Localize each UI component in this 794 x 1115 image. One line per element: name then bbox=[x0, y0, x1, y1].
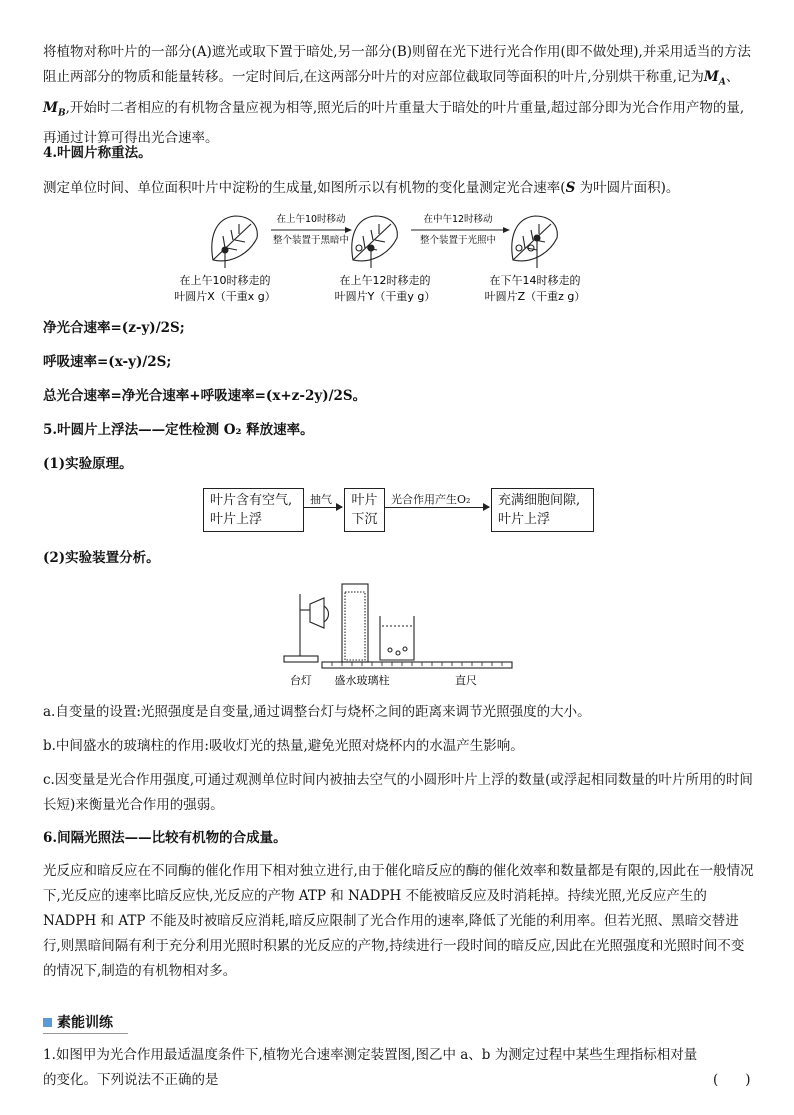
label-column: 盛水玻璃柱 bbox=[334, 674, 390, 687]
flow-arrow-2 bbox=[385, 507, 489, 508]
arrow-to-dark bbox=[271, 213, 352, 246]
leaf-disc-diagram bbox=[174, 208, 586, 306]
item-c: c.因变量是光合作用强度,可通过观测单位时间内被抽去空气的小圆形叶片上浮的数量(或浮起相同数量的叶片所用的时间长短)来衡量光合作用的强弱。 bbox=[43, 772, 753, 813]
caption-x-line2: 叶圆片X（干重x g） bbox=[174, 290, 276, 303]
svg-text:在中午12时移动: 在中午12时移动 bbox=[423, 214, 493, 225]
symbol-mb: $M_B$ bbox=[43, 99, 66, 119]
svg-text:在上午10时移动: 在上午10时移动 bbox=[276, 214, 346, 225]
apparatus-diagram bbox=[280, 580, 520, 692]
subheading-apparatus: (2)实验装置分析。 bbox=[43, 550, 160, 566]
heading-6: 6.间隔光照法——比较有机物的合成量。 bbox=[43, 830, 287, 846]
flow-arrow-1 bbox=[304, 507, 342, 508]
symbol-ma: $M_A$ bbox=[703, 69, 726, 88]
heading-5: 5.叶圆片上浮法——定性检测 O₂ 释放速率。 bbox=[43, 422, 314, 438]
formula-respiration: 呼吸速率=(x-y)/2S; bbox=[43, 354, 172, 370]
item-a: a.自变量的设置:光照强度是自变量,通过调整台灯与烧杯之间的距离来调节光照强度的大小。 bbox=[43, 704, 591, 720]
arrow-to-light bbox=[411, 213, 510, 246]
paragraph-4: 测定单位时间、单位面积叶片中淀粉的生成量,如图所示以有机物的变化量测定光合速率(S 为叶圆片面积)。 bbox=[43, 180, 680, 196]
caption-z-line1: 在下午14时移走的 bbox=[489, 274, 581, 287]
label-ruler: 直尺 bbox=[455, 674, 477, 687]
svg-text:整个装置于黑暗中: 整个装置于黑暗中 bbox=[272, 235, 350, 246]
leaf-z-icon bbox=[512, 216, 557, 268]
flow-box-3: 充满细胞间隙, 叶片上浮 bbox=[491, 488, 594, 532]
leaf-y-icon bbox=[352, 216, 397, 268]
section-square-icon bbox=[43, 1018, 52, 1027]
leaf-x-icon bbox=[212, 216, 257, 268]
caption-y-line1: 在上午12时移走的 bbox=[339, 274, 431, 287]
beaker-icon bbox=[380, 616, 414, 660]
formula-total: 总光合速率=净光合速率+呼吸速率=(x+z-2y)/2S。 bbox=[43, 388, 367, 404]
section-heading: 素能训练 bbox=[43, 1012, 113, 1032]
caption-z-line2: 叶圆片Z（干重z g） bbox=[484, 290, 586, 303]
caption-y-line2: 叶圆片Y（干重y g） bbox=[334, 290, 436, 303]
section-divider bbox=[43, 1033, 128, 1034]
flow-box-1: 叶片含有空气, 叶片上浮 bbox=[203, 488, 304, 532]
question-1: 1.如图甲为光合作用最适温度条件下,植物光合速率测定装置图,图乙中 a、b 为测定过程中某些生理指标相对量的变化。下列说法不正确的是 bbox=[43, 1047, 698, 1088]
svg-text:整个装置于光照中: 整个装置于光照中 bbox=[419, 235, 497, 246]
flow-box-2: 叶片 下沉 bbox=[344, 488, 385, 532]
heading-4: 4.叶圆片称重法。 bbox=[43, 145, 152, 161]
document-page: 将植物对称叶片的一部分(A)遮光或取下置于暗处,另一部分(B)则留在光下进行光合作用(即不做处理),并采用适当的方法阻止两部分的物质和能量转移。一定时间后,在这两部分叶片的对应部位截取同等面积的叶片,分别烘干称重,记为$M_A$、$M_B$,开始时二者相应的有机物含量应视为相等,照光后的叶片重量大于暗处的叶片重量,超过部分即为光合作用产物的量,再通过计算可得出光合速率。 4.叶圆片称重法。 测定单位时间、单位面积叶片中淀粉的生成量,如图所示以有机物的变化量测定光合速率(S 为叶圆片面积)。 在上午10时移动 整个装置于黑暗中 在中午12时移动 整个装置于光照中 在上午10时移走的 叶圆片X（干重x g） 在上午12时移走的 叶圆片Y（干重y g） 在下午14时移走的 叶圆片Z（干重z g） 净光合速率=(z-y)/2S; 呼吸速率=(x-y)/2S; 总光合速率=净光合速率+呼吸速率=(x+z-2y)/2S。 5.叶圆片上浮法——定性检测 O₂ 释放速率。 (1)实验原理。 叶片含有空气, 叶片上浮 抽气 叶片 下沉 光合作用产生O₂ 充满细胞间隙, 叶片上浮 (2)实验装置分析。 台灯 盛水玻璃柱 直尺 a.自变量的设置:光照强度是自变量,通过调整台灯与烧杯之间的距离来调节光照强度的大小。 b.中间盛水的玻璃柱的作用:吸收灯光的热量,避免光照对烧杯内的水温产生影响。 c.因变量是光合作用强度,可通过观测单位时间内被抽去空气的小圆形叶片上浮的数量(或浮起相同数量的叶片所用的时间长短)来衡量光合作用的强弱。 6.间隔光照法——比较有机物的合成量。 光反应和暗反应在不同酶的催化作用下相对独立进行,由于催化暗反应的酶的催化效率和数量都是有限的,因此在一般情况下,光反应的速率比暗反应快,光反应的产物 ATP 和 NADPH 不能被暗反应及时消耗掉。持续光照,光反应产生的 NADPH 和 ATP 不能及时被暗反应消耗,暗反应限制了光合作用的速率,降低了光能的利用率。但若光照、黑暗交替进行,则黑暗间隔有利于充分利用光照时积累的光反应的产物,持续进行一段时间的暗反应,因此在光照强度和光照时间不变的情况下,制造的有机物相对多。 素能训练 1.如图甲为光合作用最适温度条件下,植物光合速率测定装置图,图乙中 a、b 为测定过程中某些生理指标相对量的变化。下列说法不正确的是 ( ) bbox=[0, 0, 794, 1115]
water-column-icon bbox=[342, 584, 368, 662]
paragraph-6: 光反应和暗反应在不同酶的催化作用下相对独立进行,由于催化暗反应的酶的催化效率和数量都是有限的,因此在一般情况下,光反应的速率比暗反应快,光反应的产物 ATP 和 NADPH 不能被暗反应及时消耗掉。持续光照,光反应产生的 NADPH 和 ATP 不能及时被暗反应消耗,暗反应限制了光合作用的速率,降低了光能的利用率。但若光照、黑暗交替进行,则黑暗间隔有利于充分利用光照时积累的光反应的产物,持续进行一段时间的暗反应,因此在光照强度和光照时间不变的情况下,制造的有机物相对多。 bbox=[43, 863, 754, 979]
paragraph-half-leaf-method: 将植物对称叶片的一部分(A)遮光或取下置于暗处,另一部分(B)则留在光下进行光合作用(即不做处理),并采用适当的方法阻止两部分的物质和能量转移。一定时间后,在这两部分叶片的对应部位截取同等面积的叶片,分别烘干称重,记为$M_A$、$M_B$,开始时二者相应的有机物含量应视为相等,照光后的叶片重量大于暗处的叶片重量,超过部分即为光合作用产物的量,再通过计算可得出光合速率。 bbox=[43, 44, 751, 147]
lamp-icon bbox=[310, 598, 324, 628]
subheading-principle: (1)实验原理。 bbox=[43, 456, 133, 472]
label-lamp: 台灯 bbox=[290, 674, 312, 687]
caption-x-line1: 在上午10时移走的 bbox=[179, 274, 271, 287]
answer-paren: ( ) bbox=[713, 1072, 751, 1088]
ruler-icon bbox=[322, 662, 512, 668]
lamp-base bbox=[284, 656, 318, 662]
item-b: b.中间盛水的玻璃柱的作用:吸收灯光的热量,避免光照对烧杯内的水温产生影响。 bbox=[43, 738, 524, 754]
formula-net: 净光合速率=(z-y)/2S; bbox=[43, 320, 185, 336]
